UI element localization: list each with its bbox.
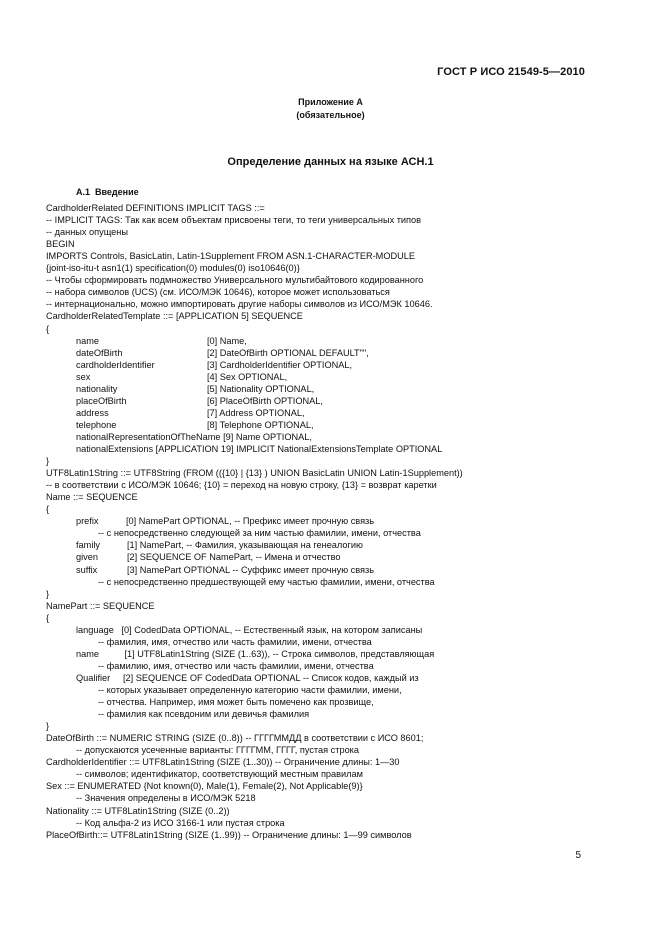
code-line: PlaceOfBirth::= UTF8Latin1String (SIZE (1..99)) -- Ограничение длины: 1—99 символов [46, 829, 412, 840]
code-line: } [46, 588, 50, 599]
code-line: Qualifier [2] SEQUENCE OF CodedData OPTIONAL -- Список кодов, каждый из [76, 672, 419, 683]
code-line: CardholderRelatedTemplate ::= [APPLICATION 5] SEQUENCE [46, 311, 303, 322]
code-line-spec: [0] Name, [207, 335, 247, 346]
code-line: -- Значения определены в ИСО/МЭК 5218 [76, 793, 256, 804]
code-line-spec: [2] DateOfBirth OPTIONAL DEFAULT"", [207, 347, 369, 358]
code-line: Sex ::= ENUMERATED {Not known(0), Male(1), Female(2), Not Applicable(9)} [46, 781, 363, 792]
code-line: -- фамилия, имя, отчество или часть фамилии, имени, отчества [98, 636, 372, 647]
code-line: nationality [76, 383, 118, 394]
code-line: nationalExtensions [APPLICATION 19] IMPLICIT NationalExtensionsTemplate OPTIONAL [76, 444, 443, 454]
code-line: -- с непосредственно следующей за ним частью фамилии, имени, отчества [98, 528, 421, 539]
code-line: -- фамилия как псевдоним или девичья фамилия [98, 709, 310, 720]
standard-designation: ГОСТ Р ИСО 21549-5—2010 [437, 66, 585, 78]
code-line: -- интернационально, можно импортировать другие наборы символов из ИСО/МЭК 10646. [46, 299, 433, 310]
code-line: -- фамилию, имя, отчество или часть фамилии, имени, отчества [98, 660, 374, 671]
code-line: family [76, 540, 100, 551]
code-line: BEGIN [46, 239, 75, 250]
code-line: UTF8Latin1String ::= UTF8String (FROM (({10} | {13} ) UNION BasicLatin UNION Latin-1Supplement)) [46, 468, 463, 479]
code-line: -- Чтобы сформировать подмножество Универсального мультибайтового кодированного [46, 275, 424, 286]
code-line: nationalRepresentationOfTheName [9] Name OPTIONAL, [76, 431, 312, 442]
code-line-spec: [7] Address OPTIONAL, [207, 407, 305, 418]
code-line: sex [76, 371, 91, 382]
code-line: cardholderIdentifier [76, 359, 155, 370]
code-line: CardholderRelated DEFINITIONS IMPLICIT TAGS ::= [46, 203, 265, 213]
code-line-spec: [8] Telephone OPTIONAL, [207, 419, 314, 430]
code-line: address [76, 407, 109, 418]
code-line: -- допускаются усеченные варианты: ГГГГММ, ГГГГ, пустая строка [76, 745, 360, 756]
code-line: dateOfBirth [76, 347, 123, 358]
code-line: given [76, 552, 98, 563]
code-line: Name ::= SEQUENCE [46, 492, 138, 503]
code-line: DateOfBirth ::= NUMERIC STRING (SIZE (0..8)) -- ГГГГММДД в соответствии с ИСО 8601; [46, 733, 424, 744]
annex-status: (обязательное) [296, 110, 365, 120]
code-line: -- которых указывает определенную категорию части фамилии, имени, [98, 685, 402, 695]
page-number: 5 [575, 850, 581, 861]
code-line: NamePart ::= SEQUENCE [46, 600, 155, 611]
code-line: -- отчества. Например, имя может быть помечено как прозвище, [98, 697, 374, 708]
code-line: -- с непосредственно предшествующей ему частью фамилии, имени, отчества [98, 576, 435, 587]
code-line: suffix [76, 564, 98, 575]
annex-title: Приложение А [298, 97, 363, 107]
code-line-spec: [1] NamePart, -- Фамилия, указывающая на генеалогию [127, 540, 363, 551]
code-line-spec: [4] Sex OPTIONAL, [207, 371, 288, 382]
code-line: -- данных опущены [46, 227, 128, 238]
code-line: name [1] UTF8Latin1String (SIZE (1..63)), -- Строка символов, представляющая [76, 648, 435, 659]
code-line: IMPORTS Controls, BasicLatin, Latin-1Supplement FROM ASN.1-CHARACTER-MODULE [46, 251, 415, 262]
code-line: name [76, 335, 99, 346]
code-line: -- набора символов (UCS) (см. ИСО/МЭК 10646), которое может использоваться [46, 287, 390, 298]
code-line: } [46, 721, 50, 732]
code-line: -- IMPLICIT TAGS: Так как всем объектам присвоены теги, то теги универсальных типов [46, 215, 422, 226]
code-line-spec: [0] NamePart OPTIONAL, -- Префикс имеет прочную связь [126, 516, 375, 527]
code-line: { [46, 612, 50, 623]
code-line: prefix [76, 516, 99, 527]
code-line: placeOfBirth [76, 395, 127, 406]
code-line-spec: [3] CardholderIdentifier OPTIONAL, [207, 359, 353, 370]
code-line: } [46, 456, 50, 467]
code-line: Nationality ::= UTF8Latin1String (SIZE (0..2)) [46, 805, 230, 816]
section-title: Определение данных на языке АСН.1 [227, 156, 434, 168]
code-line: -- Код альфа-2 из ИСО 3166-1 или пустая строка [76, 817, 285, 828]
code-line: CardholderIdentifier ::= UTF8Latin1String (SIZE (1..30)) -- Ограничение длины: 1—30 [46, 757, 400, 768]
code-line: { [46, 323, 50, 334]
code-line-spec: [5] Nationality OPTIONAL, [207, 383, 315, 394]
code-line: telephone [76, 419, 117, 430]
code-line: {joint-iso-itu-t asn1(1) specification(0) modules(0) iso10646(0)} [46, 263, 300, 274]
code-line: -- символов; идентификатор, соответствующий местным правилам [76, 769, 363, 780]
code-line-spec: [3] NamePart OPTIONAL -- Суффикс имеет прочную связь [127, 564, 375, 575]
subsection-title: А.1 Введение [76, 187, 139, 197]
code-line: language [0] CodedData OPTIONAL, -- Естественный язык, на котором записаны [76, 624, 423, 635]
code-line-spec: [2] SEQUENCE OF NamePart, -- Имена и отчество [127, 552, 341, 563]
code-line: { [46, 504, 50, 515]
code-line-spec: [6] PlaceOfBirth OPTIONAL, [207, 395, 323, 406]
code-line: -- в соответствии с ИСО/МЭК 10646; {10} = переход на новую строку, {13} = возврат каретки [46, 480, 437, 491]
